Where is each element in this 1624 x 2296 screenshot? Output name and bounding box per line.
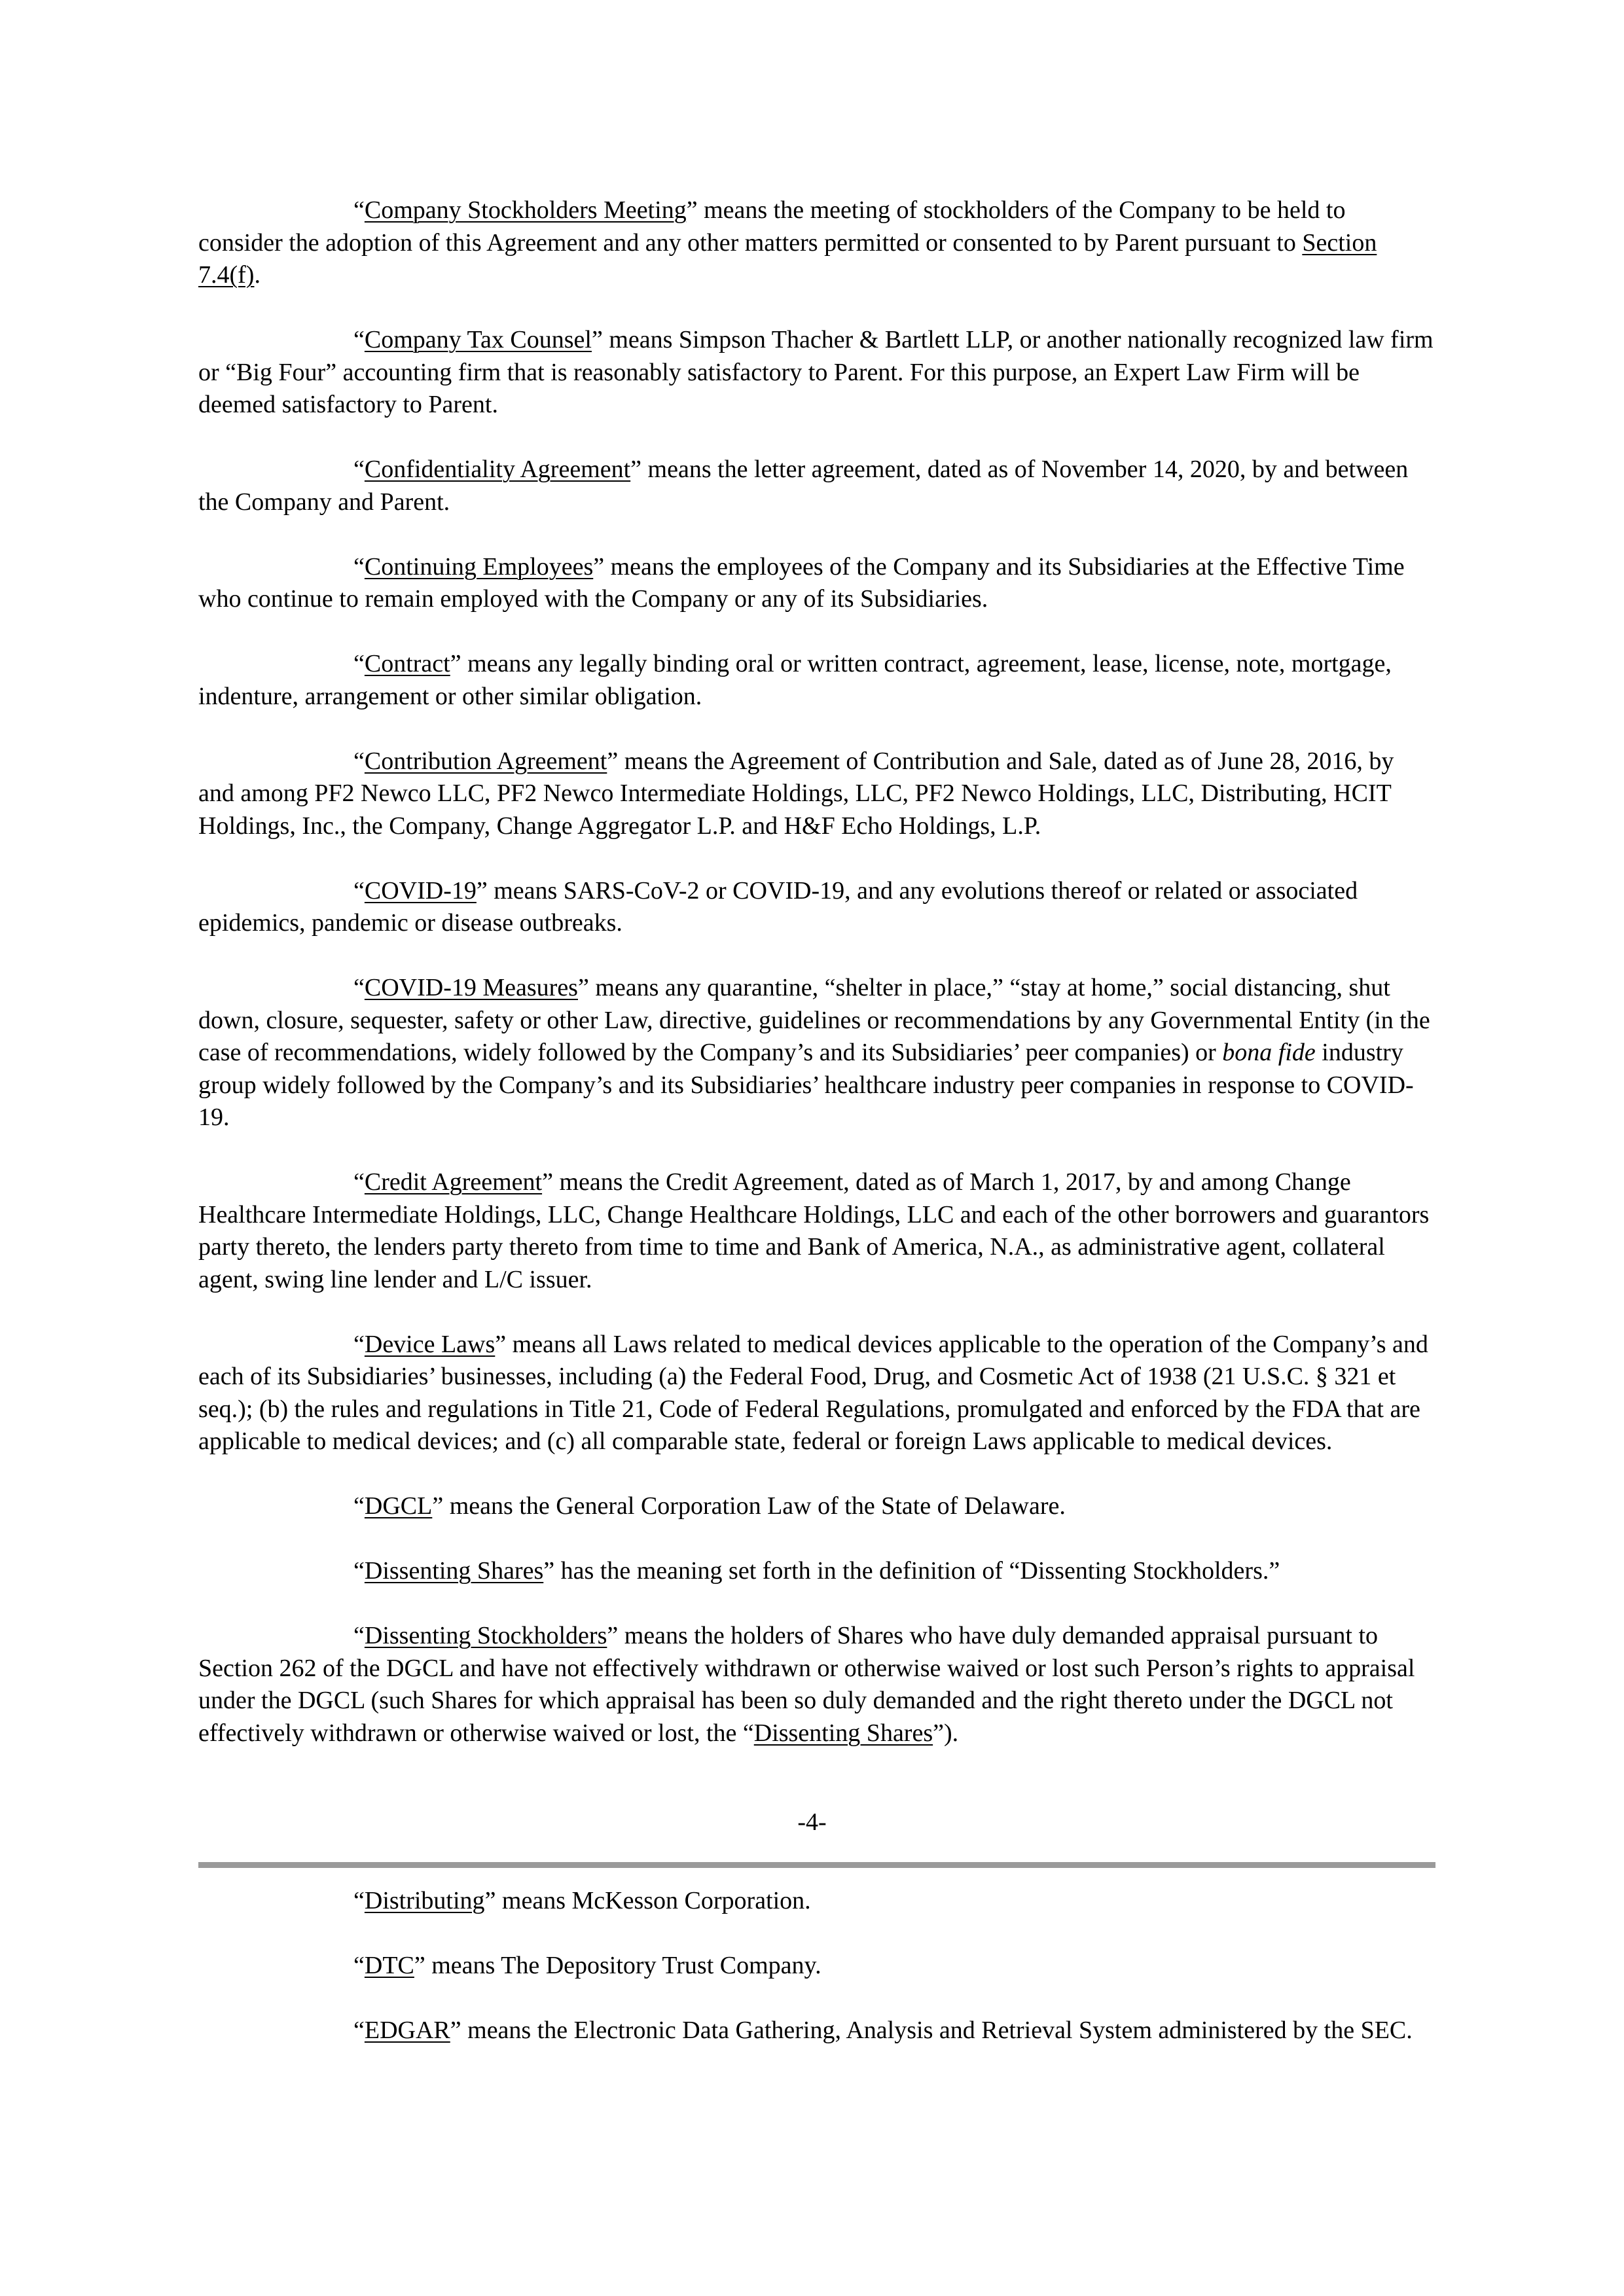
defined-term: Dissenting Stockholders [364,1622,607,1649]
defined-term: Contract [364,650,450,677]
defined-term: DTC [364,1952,414,1979]
definition-company-tax-counsel: “Company Tax Counsel” means Simpson Thacher & Bartlett LLP, or another nationally recognized law firm or “Big Four” accounting firm that is reasonably satisfactory to Parent. For this purpose, an Expert Law Firm will be deemed satisfactory to Parent. [198,326,1434,418]
definition-confidentiality-agreement: “Confidentiality Agreement” means the letter agreement, dated as of November 14, 2020, by and between the Company and Parent. [198,456,1409,516]
defined-term: EDGAR [364,2017,450,2044]
section-reference: Section 7.4(f) [198,228,1377,289]
defined-term: Device Laws [364,1330,496,1358]
italic-phrase: bona fide [1222,1039,1316,1066]
definition-covid-19-measures: “COVID-19 Measures” means any quarantine, “shelter in place,” “stay at home,” social distancing, shut down, closure, sequester, safety or other Law, directive, guidelines or recommendations by any Governmental Entity (in the case of recommendations, widely followed by the Company’s and its Subsidiaries’ peer companies) or bona fide industry group widely followed by the Company’s and its Subsidiaries’ healthcare industry peer companies in response to COVID-19. [198,974,1430,1131]
defined-term: Credit Agreement [364,1168,543,1196]
definitions-section-page-5 [198,1885,1435,2079]
defined-term-reference: Dissenting Shares [753,1719,933,1747]
defined-term: Continuing Employees [364,552,594,581]
definition-covid-19: “COVID-19” means SARS-CoV-2 or COVID-19, and any evolutions thereof or related or associated epidemics, pandemic or disease outbreaks. [198,876,1358,937]
defined-term: COVID-19 Measures [364,974,578,1001]
defined-term: Dissenting Shares [364,1557,544,1585]
definitions-section-page-4 [198,194,1435,1782]
definition-contribution-agreement: “Contribution Agreement” means the Agreement of Contribution and Sale, dated as of June 28, 2016, by and among PF2 Newco LLC, PF2 Newco Intermediate Holdings, LLC, PF2 Newco Holdings, LLC, Distributing, HCIT Holdings, Inc., the Company, Change Aggregator L.P. and H&F Echo Holdings, L.P. [198,747,1394,840]
definition-dgcl: “DGCL” means the General Corporation Law of the State of Delaware. [353,1492,1066,1520]
definition-contract: “Contract” means any legally binding oral or written contract, agreement, lease, license, note, mortgage, indenture, arrangement or other similar obligation. [198,650,1392,710]
definition-distributing: “Distributing” means McKesson Corporation. [353,1887,811,1914]
defined-term: Contribution Agreement [364,747,607,775]
definition-dissenting-shares: “Dissenting Shares” has the meaning set forth in the definition of “Dissenting Stockholders.” [353,1557,1280,1585]
defined-term: Distributing [364,1887,485,1914]
definition-dissenting-stockholders: “Dissenting Stockholders” means the holders of Shares who have duly demanded appraisal pursuant to Section 262 of the DGCL and have not effectively withdrawn or otherwise waived or lost such Person’s rights to appraisal under the DGCL (such Shares for which appraisal has been so duly demanded and the right thereto under the DGCL not effectively withdrawn or otherwise waived or lost, the “Dissenting Shares”). [198,1622,1415,1747]
page-number: -4- [797,1808,827,1836]
definition-edgar: “EDGAR” means the Electronic Data Gathering, Analysis and Retrieval System administered by the SEC. [353,2017,1413,2044]
defined-term: Company Tax Counsel [364,326,592,353]
defined-term: Company Stockholders Meeting [364,196,687,224]
definition-dtc: “DTC” means The Depository Trust Company. [353,1952,821,1979]
defined-term: Confidentiality Agreement [364,456,631,483]
definition-company-stockholders-meeting: “Company Stockholders Meeting” means the meeting of stockholders of the Company to be held to consider the adoption of this Agreement and any other matters permitted or consented to by Parent pursuant to Section 7.4(f). [198,196,1377,289]
definition-device-laws: “Device Laws” means all Laws related to medical devices applicable to the operation of the Company’s and each of its Subsidiaries’ businesses, including (a) the Federal Food, Drug, and Cosmetic Act of 1938 (21 U.S.C. § 321 et seq.); (b) the rules and regulations in Title 21, Code of Federal Regulations, promulgated and enforced by the FDA that are applicable to medical devices; and (c) all comparable state, federal or foreign Laws applicable to medical devices. [198,1330,1428,1455]
defined-term: COVID-19 [364,876,477,905]
page-break-divider [198,1862,1435,1868]
definition-continuing-employees: “Continuing Employees” means the employees of the Company and its Subsidiaries at the Effective Time who continue to remain employed with the Company or any of its Subsidiaries. [198,552,1405,613]
defined-term: DGCL [364,1492,433,1520]
definition-credit-agreement: “Credit Agreement” means the Credit Agreement, dated as of March 1, 2017, by and among Change Healthcare Intermediate Holdings, LLC, Change Healthcare Holdings, LLC and each of the other borrowers and guarantors party thereto, the lenders party thereto from time to time and Bank of America, N.A., as administrative agent, collateral agent, swing line lender and L/C issuer. [198,1168,1430,1293]
